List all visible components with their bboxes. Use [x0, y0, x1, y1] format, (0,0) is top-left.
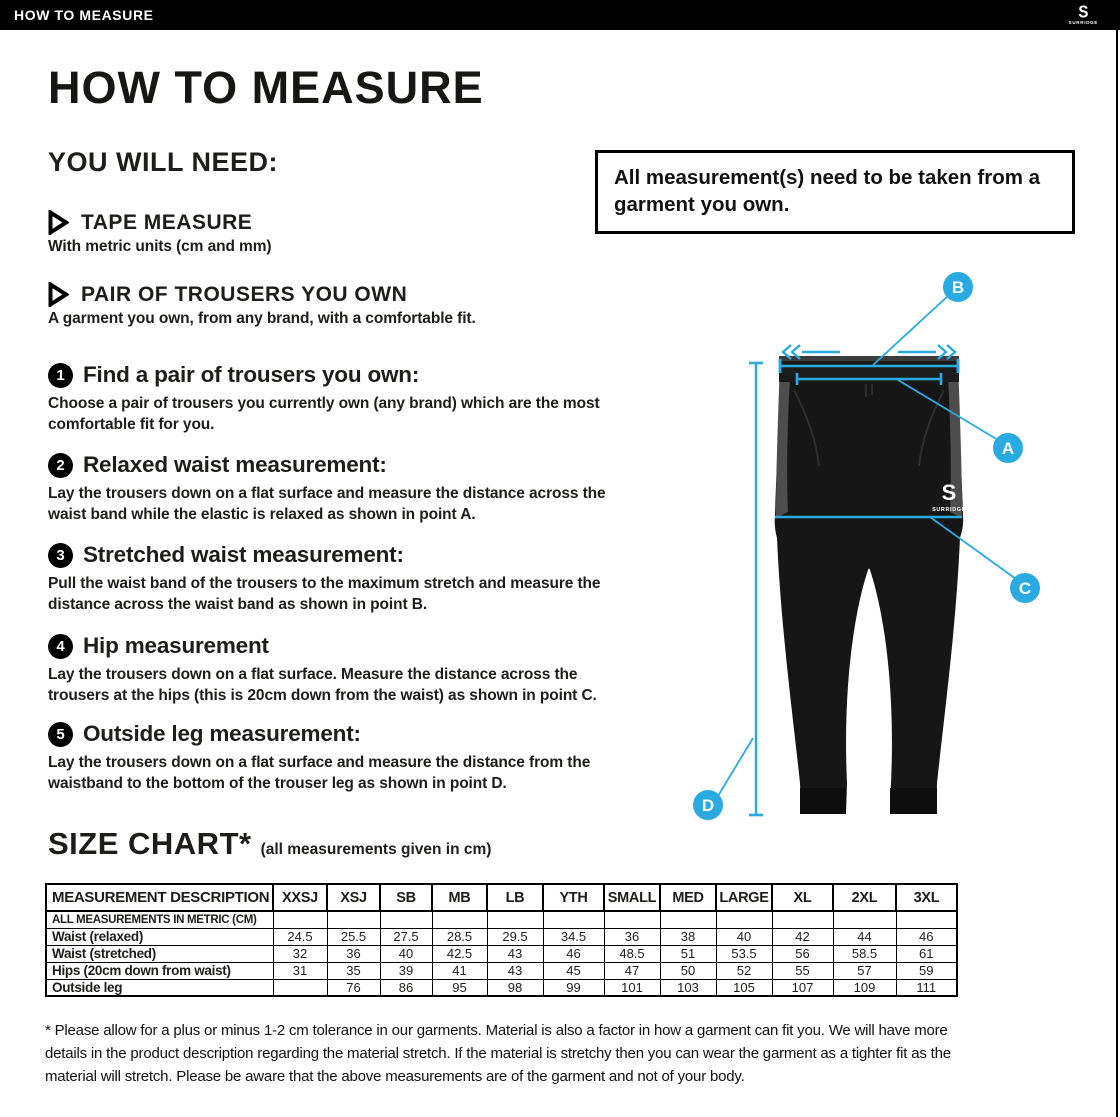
column-header: XXSJ [273, 884, 327, 911]
need-item-tape-measure [48, 210, 648, 256]
step-1 [48, 362, 648, 435]
step-body: Lay the trousers down on a flat surface. Measure the distance across the trousers at the hips (this is 20cm down from the waist) as shown in point C. [48, 666, 597, 704]
cell: 39 [380, 962, 432, 979]
cell: 48.5 [604, 945, 660, 962]
cell: 42 [772, 928, 833, 945]
garment-logo-s-icon: S [941, 480, 957, 505]
column-header: 2XL [833, 884, 896, 911]
cell: 98 [487, 979, 543, 996]
cell: 43 [487, 962, 543, 979]
trousers-image [775, 356, 966, 814]
size-chart-subtitle: (all measurements given in cm) [260, 841, 492, 858]
disclaimer-text: * Please allow for a plus or minus 1-2 cm tolerance in our garments. Material is also a factor in how a garment can fit you. We will have more details in the product description regarding the material stretch. If the material is stretchy then you can wear the garment as a tighter fit as the material will stretch. Please be aware that the above measurements are of the garment and not of your body. [45, 1022, 951, 1085]
column-header: 3XL [896, 884, 957, 911]
column-header: YTH [543, 884, 604, 911]
size-chart-table [45, 883, 958, 997]
cell: 28.5 [432, 928, 487, 945]
cell: 42.5 [432, 945, 487, 962]
size-chart-heading [48, 826, 491, 862]
cell: 31 [273, 962, 327, 979]
step-2 [48, 452, 648, 525]
column-header: SMALL [604, 884, 660, 911]
header-bar [0, 0, 1120, 30]
cell: 38 [660, 928, 716, 945]
cell: 55 [772, 962, 833, 979]
step-number-badge: 4 [48, 634, 73, 659]
step-number-badge: 2 [48, 453, 73, 478]
cell: 43 [487, 945, 543, 962]
cell: 107 [772, 979, 833, 996]
table-row [46, 962, 957, 979]
row-label: Waist (stretched) [46, 945, 273, 962]
step-3 [48, 542, 648, 615]
need-item-detail: With metric units (cm and mm) [48, 238, 272, 255]
cell: 45 [543, 962, 604, 979]
row-label: Waist (relaxed) [46, 928, 273, 945]
column-header: XSJ [327, 884, 380, 911]
table-row [46, 911, 957, 928]
header-title: HOW TO MEASURE [14, 7, 154, 23]
page-title: HOW TO MEASURE [48, 62, 484, 113]
cell: 58.5 [833, 945, 896, 962]
need-item-trousers [48, 282, 648, 328]
size-chart-title: SIZE CHART* [48, 826, 252, 861]
arrow-bullet-icon [48, 210, 69, 235]
cell: 35 [327, 962, 380, 979]
cell: 44 [833, 928, 896, 945]
cell: 27.5 [380, 928, 432, 945]
cell: 57 [833, 962, 896, 979]
column-header: MED [660, 884, 716, 911]
cell: 53.5 [716, 945, 772, 962]
cell: 32 [273, 945, 327, 962]
cell: 46 [896, 928, 957, 945]
cell: 61 [896, 945, 957, 962]
step-4 [48, 633, 648, 706]
pointer-line-d [718, 738, 753, 796]
step-number-badge: 1 [48, 363, 73, 388]
garment-logo-text: SURRIDGE [932, 507, 966, 513]
cell: 56 [772, 945, 833, 962]
column-header: MB [432, 884, 487, 911]
cell: 103 [660, 979, 716, 996]
column-header: SB [380, 884, 432, 911]
need-item-detail: A garment you own, from any brand, with a comfortable fit. [48, 310, 476, 327]
you-will-need-heading: YOU WILL NEED: [48, 147, 279, 177]
outside-leg-line [749, 363, 763, 815]
step-title: Outside leg measurement: [83, 721, 361, 746]
cell: 47 [604, 962, 660, 979]
column-header: MEASUREMENT DESCRIPTION [46, 884, 273, 911]
marker-b-label: B [951, 278, 965, 297]
trousers-measurement-diagram [690, 268, 1120, 848]
step-number-badge: 3 [48, 543, 73, 568]
measurement-note-box [595, 150, 1075, 234]
measurement-note-text: All measurement(s) need to be taken from a garment you own. [614, 166, 1041, 217]
surridge-logo-text: SURRIDGE [1068, 19, 1098, 25]
cell: 101 [604, 979, 660, 996]
cell: 52 [716, 962, 772, 979]
cell: 36 [604, 928, 660, 945]
need-item-label: TAPE MEASURE [81, 210, 253, 234]
cell: 40 [716, 928, 772, 945]
step-body: Lay the trousers down on a flat surface and measure the distance across the waist band while the elastic is relaxed as shown in point A. [48, 485, 606, 523]
marker-d-label: D [701, 796, 715, 815]
step-number-badge: 5 [48, 722, 73, 747]
table-row [46, 928, 957, 945]
column-header: XL [772, 884, 833, 911]
cell: 50 [660, 962, 716, 979]
marker-a-label: A [1001, 439, 1015, 458]
step-title: Hip measurement [83, 633, 269, 658]
cell: 86 [380, 979, 432, 996]
cell: 95 [432, 979, 487, 996]
cell: 34.5 [543, 928, 604, 945]
table-row [46, 945, 957, 962]
step-title: Relaxed waist measurement: [83, 452, 387, 477]
step-body: Choose a pair of trousers you currently own (any brand) which are the most comfortable fit for you. [48, 395, 600, 433]
cell: 46 [543, 945, 604, 962]
step-5 [48, 721, 648, 794]
cell: 105 [716, 979, 772, 996]
cell: 99 [543, 979, 604, 996]
cell: 36 [327, 945, 380, 962]
surridge-s-icon: S [1078, 2, 1089, 23]
cell: 29.5 [487, 928, 543, 945]
cell: 25.5 [327, 928, 380, 945]
row-label: Outside leg [46, 979, 273, 996]
step-title: Find a pair of trousers you own: [83, 362, 420, 387]
metric-note-cell: ALL MEASUREMENTS IN METRIC (CM) [46, 911, 273, 928]
cell: 59 [896, 962, 957, 979]
cell [273, 979, 327, 996]
need-item-label: PAIR OF TROUSERS YOU OWN [81, 282, 408, 306]
cell: 51 [660, 945, 716, 962]
cell: 41 [432, 962, 487, 979]
marker-c-label: C [1018, 579, 1032, 598]
step-title: Stretched waist measurement: [83, 542, 404, 567]
cell: 76 [327, 979, 380, 996]
arrow-bullet-icon [48, 282, 69, 307]
table-row [46, 979, 957, 996]
cell: 109 [833, 979, 896, 996]
row-label: Hips (20cm down from waist) [46, 962, 273, 979]
cell: 24.5 [273, 928, 327, 945]
step-body: Lay the trousers down on a flat surface and measure the distance from the waistband to the bottom of the trouser leg as shown in point D. [48, 754, 591, 792]
surridge-logo [1068, 2, 1098, 26]
table-header-row [46, 884, 957, 911]
cell: 40 [380, 945, 432, 962]
cell: 111 [896, 979, 957, 996]
pointer-line-b [873, 295, 949, 365]
step-body: Pull the waist band of the trousers to the maximum stretch and measure the distance across the waist band as shown in point B. [48, 575, 601, 613]
column-header: LARGE [716, 884, 772, 911]
column-header: LB [487, 884, 543, 911]
